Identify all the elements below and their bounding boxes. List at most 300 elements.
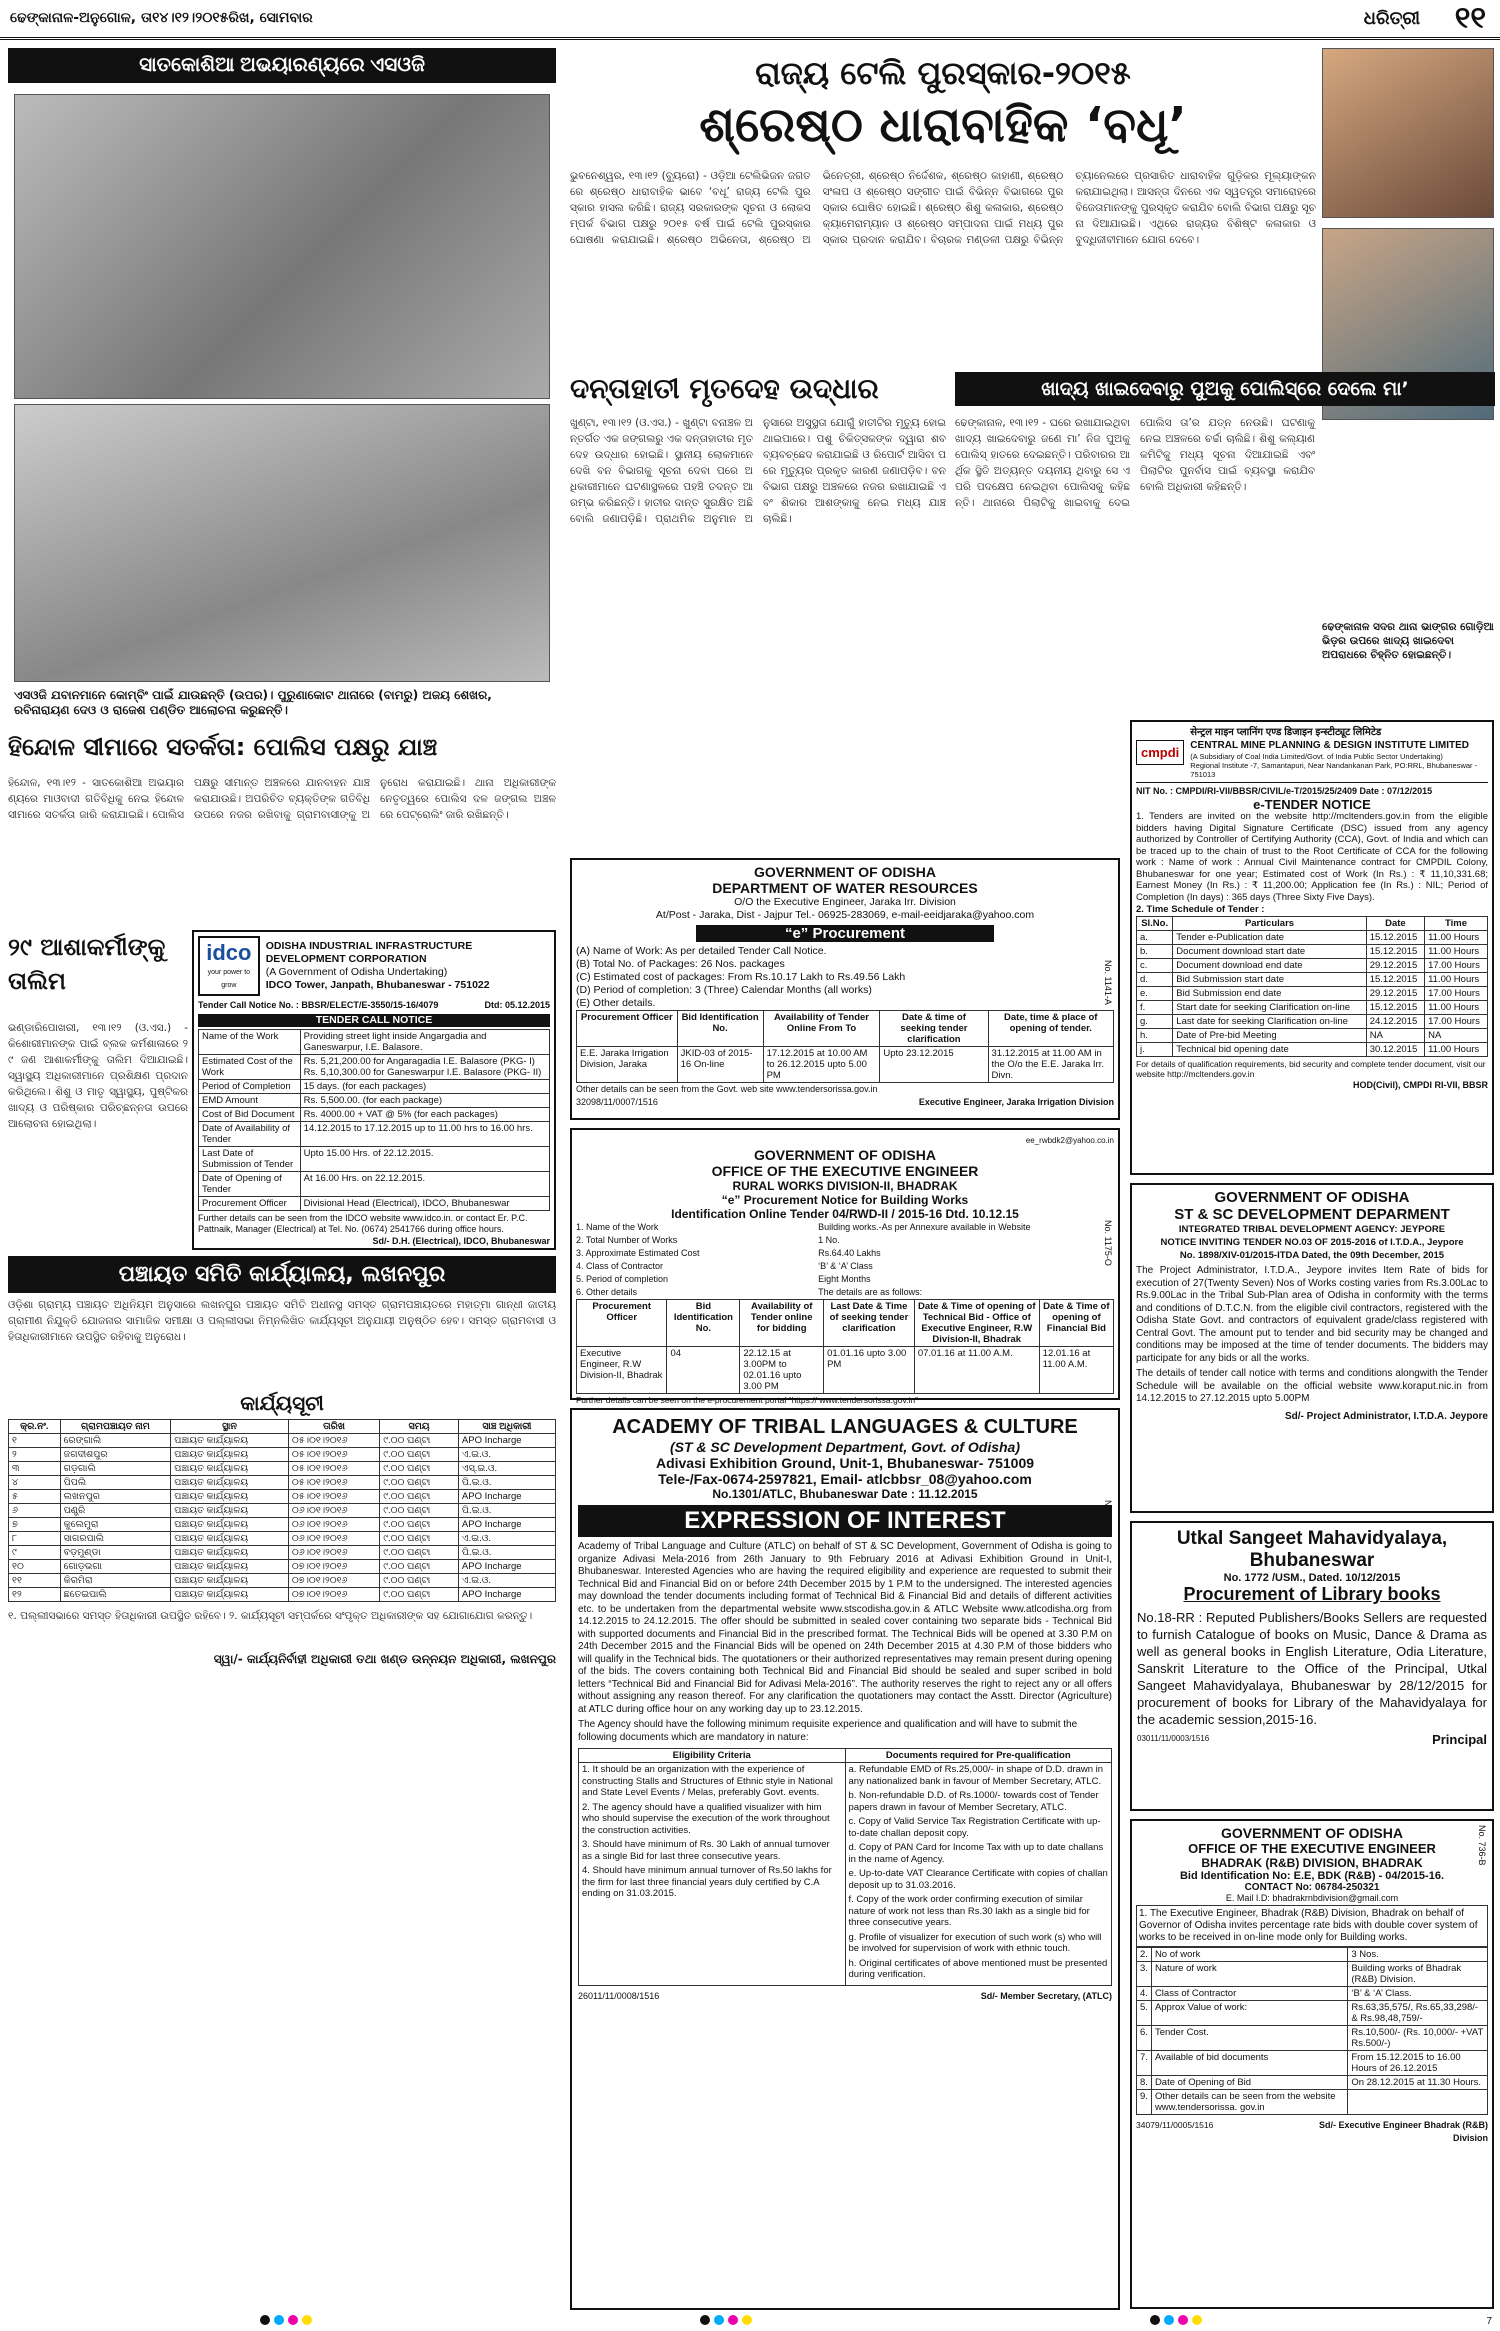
rural-div: RURAL WORKS DIVISION-II, BHADRAK [732, 1179, 958, 1193]
bhadrak-cell: ‘B’ & ‘A’ Class. [1348, 1987, 1488, 2001]
atlc-body2: The Agency should have the following minimum requisite experience and qualification and will have to submit the following documents which are mandatory in nature: [578, 1719, 1078, 1743]
panchayat-cell: ୪ [9, 1476, 61, 1490]
water-cell: 17.12.2015 at 10.00 AM to 26.12.2015 upto 5.00 PM [763, 1047, 880, 1083]
panchayat-cell: ଜଗଦୀଶପୁର [60, 1448, 171, 1462]
idco-row [199, 1197, 550, 1211]
cmpdi-row [1137, 931, 1488, 945]
itda-gov: GOVERNMENT OF ODISHA [1214, 1189, 1410, 1206]
cmpdi-cell: Technical bid opening date [1173, 1043, 1366, 1057]
panchayat-cell: ରେଙ୍ଗାଲି [60, 1434, 171, 1448]
cmpdi-header: Date [1366, 917, 1424, 931]
idco-logo: idco [206, 940, 252, 965]
bhadrak-cell: Building works of Bhadrak (R&B) Division. [1348, 1962, 1488, 1987]
cmpdi-cell: NA [1425, 1029, 1488, 1043]
panchayat-cell: ୧ [9, 1434, 61, 1448]
idco-address: IDCO Tower, Janpath, Bhubaneswar - 751022 [265, 979, 490, 991]
itda-dept: ST & SC DEVELOPMENT DEPARMENT [1174, 1206, 1450, 1223]
panchayat-cell: ପଞ୍ଚାୟତ କାର୍ଯ୍ୟାଳୟ [171, 1448, 289, 1462]
cmpdi-cell: Last date for seeking Clarification on-line [1173, 1015, 1366, 1029]
panchayat-cell: ପି.ଇ.ଓ. [458, 1476, 555, 1490]
panchayat-cell: ୯.୦୦ ଘଣ୍ଟା [380, 1518, 459, 1532]
bhadrak-row [1137, 1948, 1488, 1962]
atlc-document: d. Copy of PAN Card for Income Tax with up to date challans in the name of Agency. [848, 1842, 1104, 1865]
panchayat-cell: ଛତେଇପାଲି [60, 1588, 171, 1602]
idco-row [199, 1055, 550, 1080]
panchayat-header: ସାଞ୍ଚ ଅଧିକାରୀ [458, 1420, 555, 1434]
photo-police-meeting [14, 404, 550, 682]
panchayat-cell: ପଞ୍ଚାୟତ କାର୍ଯ୍ୟାଳୟ [171, 1546, 289, 1560]
cmpdi-cell: e. [1137, 987, 1173, 1001]
panchayat-cell: ୯.୦୦ ଘଣ୍ଟା [380, 1476, 459, 1490]
panchayat-cell: ୦୫।୦୧।୨୦୧୬ [288, 1476, 379, 1490]
water-header: Date, time & place of opening of tender. [988, 1011, 1113, 1047]
panchayat-header: ତାରିଖ [288, 1420, 379, 1434]
panchayat-cell: APO Incharge [458, 1560, 555, 1574]
rural-item-value: Rs.64.40 Lakhs [818, 1248, 881, 1258]
idco-cell: 14.12.2015 to 17.12.2015 up to 11.00 hrs to 16.00 hrs. [300, 1122, 549, 1147]
idco-cell: Period of Completion [199, 1080, 301, 1094]
itda-body2: The details of tender call notice with terms and conditions alongwith the Tender Schedule will be available on the official website www.koraput.nic.in from 14.12.2015 to 27.12.2015 upto 5.00PM [1136, 1368, 1488, 1404]
rural-item-value: Eight Months [818, 1274, 871, 1284]
panchayat-cell: ୧୦ [9, 1560, 61, 1574]
panchayat-cell: ପଣ୍ଡ୍ରି [60, 1504, 171, 1518]
panchayat-notice [8, 1256, 556, 2308]
panchayat-cell: ୯.୦୦ ଘଣ୍ଟା [380, 1588, 459, 1602]
idco-note: Further details can be seen from the IDCO website www.idco.in. or contact Er. P.C. Pattnaik, Manager (Electrical) at Tel. No. (0674) 2541766 during office hours. [198, 1213, 528, 1234]
panchayat-cell: ପଞ୍ଚାୟତ କାର୍ଯ୍ୟାଳୟ [171, 1560, 289, 1574]
atlc-criterion: 1. It should be an organization with the experience of constructing Stalls and Structures of Ethnic style in National and State Level Events / Melas, preferably Govt. events. [582, 1764, 833, 1798]
rural-header: Last Date & Time of seeking tender clarification [824, 1300, 915, 1347]
color-registration-left [260, 2315, 312, 2325]
panchayat-row [9, 1504, 556, 1518]
cmpdi-row [1137, 945, 1488, 959]
mother-caption: ଢେଙ୍କାନାଳ ସଦର ଥାନା ଭାଙ୍ଗର ଗୋଡ଼ିଆ ଭିଡ଼ର ଉପରେ ଖାଦ୍ୟ ଖାଇଦେବା ଅପରାଧରେ ଚିହ୍ନିତ ହୋଇଛନ୍ତି। [1322, 621, 1494, 661]
panchayat-cell: ପି.ଇ.ଓ. [458, 1504, 555, 1518]
panchayat-cell: ୦୫।୦୧।୨୦୧୬ [288, 1490, 379, 1504]
cmpdi-row [1137, 1043, 1488, 1057]
panchayat-cell: ୨ [9, 1448, 61, 1462]
rural-item [576, 1260, 1114, 1273]
award-body-text: ଭୁବନେଶ୍ୱର, ୧୩।୧୨ (ବ୍ୟୁରୋ) - ଓଡ଼ିଆ ଟେଲିଭିଜନ ଜଗତରେ ଶ୍ରେଷ୍ଠ ଧାରାବାହିକ ଭାବେ ‘ବଧୂ’ ରାଜ୍ୟ ଟେଲି ପୁରସ୍କାର ହାସଲ କରିଛି। ରାଜ୍ୟ ସରକାରଙ୍କ ସୂଚନା ଓ ଲୋକସମ୍ପର୍କ ବିଭାଗ ପକ୍ଷରୁ ୨୦୧୫ ବର୍ଷ ପାଇଁ ଟେଲି ପୁରସ୍କାର ଘୋଷଣା କରାଯାଇଛି। ଶ୍ରେଷ୍ଠ ଅଭିନେତା, ଶ୍ରେଷ୍ଠ ଅଭିନେତ୍ରୀ, ଶ୍ରେଷ୍ଠ ନିର୍ଦ୍ଦେଶକ, ଶ୍ରେଷ୍ଠ କାହାଣୀ, ଶ୍ରେଷ୍ଠ ସଂଳାପ ଓ ଶ୍ରେଷ୍ଠ ସଙ୍ଗୀତ ପାଇଁ ବିଭିନ୍ନ ବିଭାଗରେ ପୁରସ୍କାର ଘୋଷିତ ହୋଇଛି। ଶ୍ରେଷ୍ଠ ଶିଶୁ କଳାକାର, ଶ୍ରେଷ୍ଠ କ୍ୟାମେରାମ୍ୟାନ ଓ ଶ୍ରେଷ୍ଠ ସମ୍ପାଦନା ପାଇଁ ମଧ୍ୟ ପୁରସ୍କାର ପ୍ରଦାନ କରାଯିବ। ବିଚାରକ ମଣ୍ଡଳୀ ପକ୍ଷରୁ ବିଭିନ୍ନ ଚ୍ୟାନେଲରେ ପ୍ରସାରିତ ଧାରାବାହିକ ଗୁଡ଼ିକର ମୂଲ୍ୟାଙ୍କନ କରାଯାଇଥିଲା। ଆସନ୍ତା ଦିନରେ ଏକ ସ୍ୱତନ୍ତ୍ର ସମାରୋହରେ ବିଜେତାମାନଙ୍କୁ ପୁରସ୍କୃତ କରାଯିବ ବୋଲି ବିଭାଗ ପକ୍ଷରୁ ସୂଚନା ଦିଆଯାଇଛି। ଏଥିରେ ରାଜ୍ୟର ବିଶିଷ୍ଟ କଳାକାର ଓ ବୁଦ୍ଧିଜୀବୀମାନେ ଯୋଗ ଦେବେ। [570, 170, 1316, 246]
panchayat-cell: ପଞ୍ଚାୟତ କାର୍ଯ୍ୟାଳୟ [171, 1476, 289, 1490]
cmpdi-row [1137, 1015, 1488, 1029]
asha-headline-block [8, 930, 188, 1020]
panchayat-cell: ପଞ୍ଚାୟତ କାର୍ଯ୍ୟାଳୟ [171, 1588, 289, 1602]
photo-boy-1 [1322, 48, 1494, 218]
mother-body-text: ଢେଙ୍କାନାଳ, ୧୩।୧୨ - ଘରେ ରଖାଯାଇଥିବା ଖାଦ୍ୟ ଖାଇଦେବାରୁ ଜଣେ ମା’ ନିଜ ପୁଅକୁ ପୋଲିସ୍‌ ହାତରେ ଦେଇଛନ୍ତି। ପରିବାରର ଆର୍ଥିକ ସ୍ଥିତି ଅତ୍ୟନ୍ତ ଦୟନୀୟ ଥିବାରୁ ସେ ଏପରି ପଦକ୍ଷେପ ନେଇଥିବା ପୋଲିସକୁ କହିଛନ୍ତି। ଥାନାରେ ପିଲାଟିକୁ ଖାଇବାକୁ ଦେଇ ପୋଲିସ ତା’ର ଯତ୍ନ ନେଉଛି। ଘଟଣାକୁ ନେଇ ଅଞ୍ଚଳରେ ଚର୍ଚ୍ଚା ଚାଲିଛି। ଶିଶୁ କଲ୍ୟାଣ କମିଟିକୁ ମଧ୍ୟ ସୂଚନା ଦିଆଯାଇଛି ଏବଂ ପିଲାଟିର ପୁନର୍ବାସ ପାଇଁ ବ୍ୟବସ୍ଥା କରାଯିବ ବୋଲି ଅଧିକାରୀ କହିଛନ୍ତି। [955, 417, 1315, 509]
water-code: 32098/11/0007/1516 [576, 1097, 658, 1107]
idco-row [199, 1147, 550, 1172]
panchayat-cell: ପଞ୍ଚାୟତ କାର୍ଯ୍ୟାଳୟ [171, 1434, 289, 1448]
idco-table [198, 1029, 550, 1211]
panchayat-cell: ୯.୦୦ ଘଣ୍ଟା [380, 1532, 459, 1546]
itda-ref: No. 1898/XIV-01/2015-ITDA Dated, the 09th December, 2015 [1179, 1250, 1445, 1261]
panchayat-row [9, 1490, 556, 1504]
asha-body-text: ଭଣ୍ଡାରିପୋଖରୀ, ୧୩।୧୨ (ଓ.ଏସ.) - କିଶୋରୀମାନଙ୍କ ପାଇଁ ବ୍ଲକ କର୍ମଶାଳାରେ ୨୯ ଜଣ ଆଶାକର୍ମୀଙ୍କୁ ତାଲିମ ଦିଆଯାଇଛି। ସ୍ୱାସ୍ଥ୍ୟ ଅଧିକାରୀମାନେ ପ୍ରଶିକ୍ଷଣ ପ୍ରଦାନ କରିଥିଲେ। ଶିଶୁ ଓ ମାତୃ ସ୍ୱାସ୍ଥ୍ୟ, ପୁଷ୍ଟିକର ଖାଦ୍ୟ ଓ ପରିଷ୍କାର ପରିଚ୍ଛନ୍ନତା ଉପରେ ଆଲୋଚନା ହୋଇଥିଲା। [8, 1022, 188, 1130]
utkal-ref: No. 1772 /USM., Dated. 10/12/2015 [1223, 1572, 1401, 1584]
cmpdi-sign: HOD(Civil), CMPDI RI-VII, BBSR [1352, 1080, 1488, 1090]
water-cell: Upto 23.12.2015 [880, 1047, 988, 1083]
panchayat-cell: ୫ [9, 1490, 61, 1504]
panchayat-row [9, 1574, 556, 1588]
itda-body: The Project Administrator, I.T.D.A., Jeypore invites Item Rate of bids for execution of 27(Twenty Seven) Nos of Works costing varies from Rs.3.00Lac to Rs.9.00Lac in the Tribal Sub-Plan area of Odisha in conformity with the terms and conditions of D.T.C.N. from the eligible civil contractors, registered with the Odisha State Govt. and contractors of equivalent grade/class registered with Central Govt. The amount put to tender and bid security may be changed and conditions may be imposed at the time of tender documents. The bidders may participate for any bids or all the works. [1136, 1265, 1488, 1364]
water-item: (B) Total No. of Packages: 26 Nos. packages [576, 958, 785, 970]
cmpdi-row [1137, 1029, 1488, 1043]
cmpdi-title: e-TENDER NOTICE [1253, 797, 1371, 812]
bhadrak-intro: 1. The Executive Engineer, Bhadrak (R&B) Division, Bhadrak on behalf of Governor of Odisha invites percentage rate bids with double cover system of works to be received in on-line mode only for Building works. [1136, 1905, 1488, 1947]
panchayat-cell: ୮ [9, 1532, 61, 1546]
panchayat-cell: ସାଗରପାଲି [60, 1532, 171, 1546]
cmpdi-body: 1. Tenders are invited on the website http://mcltenders.gov.in from the eligible bidders having Digital Signature Certificate (DSC) issued from any agency authorized by Controller of Certifying Authority (CCA), Govt. of India and which can be traced up to the chain of trust to the Root Certificate of CCA for the following work : Name of work : Annual Civil Maintenance contract for CMPDIL Colony, Bhubaneswar for one year; Estimated cost of Work (In Rs.) : ₹ 11,10,331.68; Earnest Money (In Rs.) : ₹ 11,200.00; Application fee (In Rs.) : NIL; Period of Completion (In days) : 365 days (Three Sixty Five Days). [1136, 811, 1488, 903]
utkal-headline: Procurement of Library books [1183, 1584, 1441, 1604]
bhadrak-notice [1130, 1819, 1494, 2309]
bhadrak-row [1137, 2026, 1488, 2051]
panchayat-row [9, 1518, 556, 1532]
atlc-sign: Sd/- Member Secretary, (ATLC) [980, 1990, 1112, 2001]
cmpdi-cell: 11.00 Hours [1425, 1001, 1488, 1015]
bhadrak-cell: 4. [1137, 1987, 1152, 2001]
cmpdi-cell: 17.00 Hours [1425, 959, 1488, 973]
bhadrak-contact: CONTACT No: 06784-250321 [1244, 1882, 1380, 1893]
panchayat-table [8, 1419, 556, 1602]
cmpdi-cell: 29.12.2015 [1366, 959, 1424, 973]
cmpdi-cell: a. [1137, 931, 1173, 945]
water-resources-notice [570, 858, 1120, 1120]
itda-notice [1130, 1183, 1494, 1513]
rural-cell: 12.01.16 at 11.00 A.M. [1039, 1347, 1113, 1394]
rural-cell: Executive Engineer, R.W Division-II, Bhadrak [577, 1347, 667, 1394]
panchayat-subhead: କାର୍ଯ୍ୟସୂଚୀ [240, 1391, 324, 1415]
idco-cell: Date of Opening of Tender [199, 1172, 301, 1197]
panchayat-row [9, 1546, 556, 1560]
panchayat-cell: ୯.୦୦ ଘଣ୍ଟା [380, 1434, 459, 1448]
rural-office: OFFICE OF THE EXECUTIVE ENGINEER [711, 1163, 979, 1179]
satkosia-caption: ଏସଓଜି ଯବାନମାନେ କୋମ୍ବିଂ ପାଇଁ ଯାଉଛନ୍ତି (ଉପର)। ପୁରୁଣାକୋଟ ଥାନାରେ (ବାମରୁ) ଅଜୟ ଶେଖର, ରବିନାରାୟଣ ଦେଓ ଓ ରାଜେଶ ପଣ୍ଡିତ ଆଲୋଚନା କରୁଛନ୍ତି। [14, 688, 492, 717]
asha-headline: ୨୯ ଆଶାକର୍ମୀଙ୍କୁ ତାଲିମ [8, 933, 166, 995]
cmpdi-row [1137, 987, 1488, 1001]
atlc-ref-no: No.1301/ATLC, Bhubaneswar Date : 11.12.2015 [712, 1487, 978, 1501]
bhadrak-cell: Available of bid documents [1151, 2051, 1347, 2076]
water-header: Date & time of seeking tender clarification [880, 1011, 988, 1047]
bhadrak-code: 34079/11/0005/1516 [1136, 2120, 1214, 2130]
idco-cell: Divisional Head (Electrical), IDCO, Bhubaneswar [300, 1197, 549, 1211]
bhadrak-cell: Approx Value of work: [1151, 2001, 1347, 2026]
cmpdi-cell: Start date for seeking Clarification on-line [1173, 1001, 1366, 1015]
panchayat-cell: ୦୬।୦୧।୨୦୧୬ [288, 1518, 379, 1532]
cmpdi-cell: 15.12.2015 [1366, 973, 1424, 987]
panchayat-cell: ଏ.ଇ.ଓ. [458, 1574, 555, 1588]
bhadrak-bid: Bid Identification No: E.E, BDK (R&B) - 04/2015-16. [1179, 1870, 1445, 1882]
bhadrak-div: BHADRAK (R&B) DIVISION, BHADRAK [1201, 1856, 1423, 1870]
cmpdi-header: Time [1425, 917, 1488, 931]
rural-header: Date & Time of opening of Financial Bid [1039, 1300, 1113, 1347]
brand-name: ଧରିତ୍ରୀ [1363, 8, 1420, 29]
cmpdi-sub: (A Subsidiary of Coal India Limited/Govt. of India Public Sector Undertaking) [1190, 752, 1443, 761]
idco-cell: Procurement Officer [199, 1197, 301, 1211]
cmpdi-cell: 29.12.2015 [1366, 987, 1424, 1001]
atlc-criterion: 4. Should have minimum annual turnover of Rs.50 lakhs for the firm for last three financial years duly certified by C.A ending on 31.03.2015. [582, 1865, 832, 1899]
atlc-document: c. Copy of Valid Service Tax Registration Certificate with up-to-date challan deposit copy. [848, 1816, 1101, 1839]
rural-works-notice [570, 1128, 1120, 1405]
atlc-document: f. Copy of the work order confirming execution of similar nature of work not less than Rs.30 lakh as a single bid for three consecutive years. [848, 1894, 1090, 1928]
bhadrak-office: OFFICE OF THE EXECUTIVE ENGINEER [1188, 1841, 1436, 1856]
cmpdi-cell: Bid Submission end date [1173, 987, 1366, 1001]
hindol-headline: ହିନ୍ଦୋଳ ସୀମାରେ ସତର୍କତା: ପୋଲିସ ପକ୍ଷରୁ ଯାଞ୍ଚ [8, 733, 438, 761]
rural-note: Further details can be seen on the e-procurement portal “https:// www.tendersorissa.gov.in” [576, 1395, 918, 1405]
panchayat-cell: ପି.ଇ.ଓ. [458, 1546, 555, 1560]
panchayat-cell: ୦୬।୦୧।୨୦୧୬ [288, 1504, 379, 1518]
idco-row [199, 1030, 550, 1055]
water-item: (C) Estimated cost of packages: From Rs.10.17 Lakh to Rs.49.56 Lakh [576, 971, 906, 983]
water-item: (E) Other details. [576, 997, 656, 1009]
bhadrak-cell: 3 Nos. [1348, 1948, 1488, 1962]
rural-item [576, 1247, 1114, 1260]
cmpdi-table [1136, 916, 1488, 1057]
rural-item [576, 1273, 1114, 1286]
elephant-headline: ଦନ୍ତାହାତୀ ମୃତଦେହ ଉଦ୍ଧାର [570, 372, 879, 405]
cmpdi-row [1137, 959, 1488, 973]
panchayat-cell: ପଞ୍ଚାୟତ କାର୍ଯ୍ୟାଳୟ [171, 1462, 289, 1476]
atlc-criterion: 3. Should have minimum of Rs. 30 Lakh of annual turnover as a single Bid for last three consecutive years. [582, 1839, 830, 1862]
panchayat-cell: ୦୭।୦୧।୨୦୧୬ [288, 1588, 379, 1602]
hindol-body-text: ହିନ୍ଦୋଳ, ୧୩।୧୨ - ସାତକୋଶିଆ ଅଭୟାରଣ୍ୟରେ ମାଓବାଦୀ ଗତିବିଧିକୁ ନେଇ ହିନ୍ଦୋଳ ସୀମାରେ ସତର୍କତା ଜାରି କରାଯାଇଛି। ପୋଲିସ ପକ୍ଷରୁ ସୀମାନ୍ତ ଅଞ୍ଚଳରେ ଯାନବାହନ ଯାଞ୍ଚ କରାଯାଉଛି। ଅପରିଚିତ ବ୍ୟକ୍ତିଙ୍କ ଗତିବିଧି ଉପରେ ନଜର ରଖିବାକୁ ଗ୍ରାମବାସୀଙ୍କୁ ଅନୁରୋଧ କରାଯାଇଛି। ଥାନା ଅଧିକାରୀଙ୍କ ନେତୃତ୍ୱରେ ପୋଲିସ ଦଳ ଜଙ୍ଗଲ ଅଞ୍ଚଳରେ ପେଟ୍ରୋଲିଂ ଜାରି ରଖିଛନ୍ତି। [8, 777, 556, 821]
cmpdi-cell: c. [1137, 959, 1173, 973]
panchayat-cell: ଏସ୍.ଇ.ଓ. [458, 1462, 555, 1476]
panchayat-cell: ପଞ୍ଚାୟତ କାର୍ଯ୍ୟାଳୟ [171, 1504, 289, 1518]
panchayat-cell: ୦୬।୦୧।୨୦୧୬ [288, 1532, 379, 1546]
cmpdi-cell: 11.00 Hours [1425, 973, 1488, 987]
atlc-criterion: 2. The agency should have a qualified visualizer with him who should supervise the execution of the work throughout the construction activities. [582, 1801, 830, 1836]
rural-email: ee_rwbdk2@yahoo.co.in [1025, 1136, 1114, 1145]
atlc-document: a. Refundable EMD of Rs.25,000/- in shape of D.D. drawn in any nationalized bank in favour of Member Secretary, ATLC. [848, 1764, 1104, 1787]
cmpdi-inst: Regional Institute -7, Samantapuri, Near Nandankanan Park, PO:RRL, Bhubaneswar - 751013 [1190, 761, 1478, 779]
bhadrak-cell: Date of Opening of Bid [1151, 2076, 1347, 2090]
panchayat-cell: APO Incharge [458, 1434, 555, 1448]
cmpdi-hindi: सेन्ट्रल माइन प्लानिंग एण्ड डिजाइन इन्स्टीट्यूट लिमिटेड [1190, 727, 1382, 738]
atlc-title: ACADEMY OF TRIBAL LANGUAGES & CULTURE [612, 1416, 1078, 1438]
idco-cell: Cost of Bid Document [199, 1108, 301, 1122]
bhadrak-cell: From 15.12.2015 to 16.00 Hours of 26.12.2015 [1348, 2051, 1488, 2076]
atlc-document: e. Up-to-date VAT Clearance Certificate with copies of challan deposit up to 31.03.2016. [848, 1868, 1108, 1891]
cmpdi-cell: 15.12.2015 [1366, 945, 1424, 959]
cmpdi-cell: Date of Pre-bid Meeting [1173, 1029, 1366, 1043]
rural-title: “e” Procurement Notice for Building Works [721, 1193, 969, 1207]
panchayat-cell: ୯.୦୦ ଘଣ୍ଟା [380, 1560, 459, 1574]
rural-item-value: 1 No. [818, 1235, 840, 1245]
panchayat-header: ସମୟ [380, 1420, 459, 1434]
panchayat-row [9, 1462, 556, 1476]
cmpdi-cell: j. [1137, 1043, 1173, 1057]
bhadrak-cell: 8. [1137, 2076, 1152, 2090]
panchayat-cell: APO Incharge [458, 1518, 555, 1532]
cmpdi-sched: 2. Time Schedule of Tender : [1136, 904, 1265, 915]
utkal-body: No.18-RR : Reputed Publishers/Books Sellers are requested to furnish Catalogue of books on Music, Dance & Drama as well as general books in English Literature, Odia Literature, Sanskrit Literature to the Office of the Principal, Utkal Sangeet Mahavidyalaya, Bhubaneswar by 28/12/2015 for procurement of books for Library of the Mahavidyalaya for the academic session,2015-16. [1137, 1610, 1487, 1727]
idco-row [199, 1094, 550, 1108]
atlc-eoi: EXPRESSION OF INTEREST [578, 1505, 1112, 1537]
panchayat-cell: ୦୫।୦୧।୨୦୧୬ [288, 1462, 379, 1476]
idco-row [199, 1108, 550, 1122]
rural-table [576, 1299, 1114, 1394]
cmpdi-cell: 24.12.2015 [1366, 1015, 1424, 1029]
rural-cell: 04 [667, 1347, 740, 1394]
idco-row [199, 1122, 550, 1147]
cmpdi-row [1137, 1001, 1488, 1015]
cmpdi-row [1137, 973, 1488, 987]
panchayat-cell: APO Incharge [458, 1588, 555, 1602]
panchayat-cell: ଗଡ଼ଗାଲି [60, 1462, 171, 1476]
rural-item-value: ‘B’ & ‘A’ Class [818, 1261, 873, 1271]
atlc-document: b. Non-refundable D.D. of Rs.1000/- towards cost of Tender papers drawn in favour of Member Secretary, ATLC. [848, 1790, 1099, 1813]
panchayat-cell: ବଡ଼ମୁଣ୍ଡା [60, 1546, 171, 1560]
bhadrak-row [1137, 2001, 1488, 2026]
cmpdi-cell: 15.12.2015 [1366, 931, 1424, 945]
bhadrak-cell: On 28.12.2015 at 11.30 Hours. [1348, 2076, 1488, 2090]
photo-soldiers-patrol [14, 94, 550, 399]
rural-item-label: 6. Other details [576, 1287, 638, 1297]
bhadrak-cell: No of work [1151, 1948, 1347, 1962]
panchayat-cell: ୦୭।୦୧।୨୦୧୬ [288, 1574, 379, 1588]
panchayat-cell: ୯ [9, 1546, 61, 1560]
utkal-sign: Principal [1432, 1732, 1487, 1747]
rural-item [576, 1286, 1114, 1299]
panchayat-cell: ଲଖନପୁର [60, 1490, 171, 1504]
cmpdi-cell: 15.12.2015 [1366, 1001, 1424, 1015]
bhadrak-cell: 3. [1137, 1962, 1152, 1987]
color-registration-mid [700, 2315, 752, 2325]
atlc-body: Academy of Tribal Language and Culture (ATLC) on behalf of ST & SC Development, Government of Odisha is going to organize Adivasi Mela-2016 from 26th January to 9th February 2016 at Adivasi Exhibition Ground in Unit-I, Bhubaneswar. Interested Agencies who are having the required eligibility and experience are requested to submit their Technical Bid and Financial Bid on or before 24th December 2015 by 1 P.M to the undersigned. The interested agencies may download the tender documents including format of Technical Bid & Financial Bid and details of different activities etc. to be undertaken from the departmental website www.stscodisha.gov.in & ATLC Website www.atlcodisha.org from 14.12.2015 to 24.12.2015. The offer should be submitted in sealed cover containing two separate bids - Technical Bid with supported documents and Financial Bid in the prescribed format. The Technical Bids will be opened at 3.30 P.M on 24th December 2015 and the Financial Bids will be opened on 24th December 2015 at 4.30 P.M of those bidders who will qualify in the Technical bids. The quotationers or their authorized representatives may remain present during opening of the bids. The covers containing both Technical Bid and Financial Bid should be sealed and super scribed in bold letters “Technical Bid and Financial Bid for Adivasi Mela-2016”. The authority reserves the right to reject any or all offers without assigning any reason thereof. For any clarification the quotationers may contact the Asstt. Director (Agriculture) at ATLC during office hour on any working day up to 23.12.2015. [578, 1541, 1112, 1715]
rural-header: Availability of Tender online for bidding [740, 1300, 824, 1347]
utkal-notice [1130, 1521, 1494, 1811]
idco-cell: Rs. 4000.00 + VAT @ 5% (for each packages) [300, 1108, 549, 1122]
panchayat-row [9, 1448, 556, 1462]
panchayat-cell: ୯.୦୦ ଘଣ୍ଟା [380, 1462, 459, 1476]
hindol-headline-block [8, 733, 556, 773]
bhadrak-cell: 6. [1137, 2026, 1152, 2051]
cmpdi-cell: 11.00 Hours [1425, 931, 1488, 945]
itda-agency: INTEGRATED TRIBAL DEVELOPMENT AGENCY: JEYPORE [1178, 1224, 1446, 1235]
cmpdi-name: CENTRAL MINE PLANNING & DESIGN INSTITUTE LIMITED [1190, 740, 1470, 751]
idco-cell: Rs. 5,21,200.00 for Angaragadia I.E. Balasore (PKG- I) Rs. 5,10,300.00 for Ganeswarpur I.E. Balasore (PKG- II) [300, 1055, 549, 1080]
atlc-tel: Tele-/Fax-0674-2597821, Email- atlcbbsr_08@yahoo.com [658, 1471, 1032, 1487]
panchayat-footer: ସ୍ୱା/- କାର୍ଯ୍ୟନିର୍ବାହୀ ଅଧିକାରୀ ତଥା ଖଣ୍ଡ ଉନ୍ନୟନ ଅଧିକାରୀ, ଲଖନପୁର [213, 1652, 556, 1666]
panchayat-notes: ୧. ପଲ୍ଲୀସଭାରେ ସମସ୍ତ ହିତାଧିକାରୀ ଉପସ୍ଥିତ ରହିବେ। ୨. କାର୍ଯ୍ୟସୂଚୀ ସମ୍ପର୍କରେ ସଂପୃକ୍ତ ଅଧିକାରୀଙ୍କ ସହ ଯୋଗାଯୋଗ କରନ୍ତୁ। [8, 1610, 533, 1622]
panchayat-cell: ୦୫।୦୧।୨୦୧୬ [288, 1448, 379, 1462]
panchayat-row [9, 1560, 556, 1574]
atlc-criteria-table [578, 1748, 1112, 1986]
panchayat-cell: ୧୧ [9, 1574, 61, 1588]
bhadrak-row [1137, 2051, 1488, 2076]
panchayat-cell: ୦୭।୦୧।୨୦୧୬ [288, 1560, 379, 1574]
cmpdi-header: Particulars [1173, 917, 1366, 931]
rural-cell: 01.01.16 upto 3.00 PM [824, 1347, 915, 1394]
rural-item [576, 1234, 1114, 1247]
rural-side: No. 1175-O [1103, 1220, 1113, 1266]
color-registration-right [1150, 2315, 1202, 2325]
panchayat-cell: ପଞ୍ଚାୟତ କାର୍ଯ୍ୟାଳୟ [171, 1574, 289, 1588]
panchayat-cell: ୯.୦୦ ଘଣ୍ଟା [380, 1490, 459, 1504]
satkosia-headline: ସାତକୋଶିଆ ଅଭୟାରଣ୍ୟରେ ଏସଓଜି [8, 48, 556, 83]
panchayat-cell: ୩ [9, 1462, 61, 1476]
bhadrak-cell: Rs.63,35,575/, Rs.65,33,298/- & Rs.98,48,759/- [1348, 2001, 1488, 2026]
water-address: At/Post - Jaraka, Dist - Jajpur Tel.- 06925-283069, e-mail-eeidjaraka@yahoo.com [655, 909, 1035, 921]
idco-cell: Providing street light inside Angargadia and Ganeswarpur, I.E. Balasore. [300, 1030, 549, 1055]
idco-cell: Name of the Work [199, 1030, 301, 1055]
page-header [0, 0, 1500, 40]
panchayat-row [9, 1434, 556, 1448]
atlc-address: Adivasi Exhibition Ground, Unit-1, Bhubaneswar- 751009 [655, 1455, 1035, 1471]
award-headline-block [570, 48, 1316, 183]
panchayat-row [9, 1588, 556, 1602]
itda-sign: Sd/- Project Administrator, I.T.D.A. Jeypore [1284, 1410, 1488, 1422]
mother-headline-block [955, 372, 1495, 412]
water-header: Bid Identification No. [677, 1011, 763, 1047]
panchayat-row [9, 1476, 556, 1490]
water-office: O/O the Executive Engineer, Jaraka Irr. Division [734, 896, 956, 908]
bhadrak-cell: 5. [1137, 2001, 1152, 2026]
rural-item-label: 1. Name of the Work [576, 1222, 659, 1232]
cmpdi-nit: NIT No. : CMPDI/RI-VII/BBSR/CIVIL/e-T/2015/25/2409 Date : 07/12/2015 [1136, 786, 1433, 796]
panchayat-cell: ଏ.ଇ.ଓ. [458, 1448, 555, 1462]
print-number: 7 [1486, 2316, 1492, 2327]
dateline: ଢେଙ୍କାନାଳ-ଅନୁଗୋଳ, ତା୧୪।୧୨।୨୦୧୫ରିଖ, ସୋମବାର [10, 10, 313, 26]
idco-title: TENDER CALL NOTICE [198, 1014, 550, 1027]
rural-item-value: The details are as follows: [818, 1287, 923, 1297]
cmpdi-cell: b. [1137, 945, 1173, 959]
water-gov: GOVERNMENT OF ODISHA [753, 864, 936, 880]
cmpdi-cell: NA [1366, 1029, 1424, 1043]
cmpdi-cell: 11.00 Hours [1425, 1043, 1488, 1057]
cmpdi-cell: 30.12.2015 [1366, 1043, 1424, 1057]
idco-cell: Date of Availability of Tender [199, 1122, 301, 1147]
water-sign: Executive Engineer, Jaraka Irrigation Division [918, 1097, 1114, 1107]
water-item: (D) Period of completion: 3 (Three) Calendar Months (all works) [576, 984, 872, 996]
panchayat-cell: ୯.୦୦ ଘଣ୍ଟା [380, 1574, 459, 1588]
elephant-body-text: ଖୁଣ୍ଟା, ୧୩।୧୨ (ଓ.ଏସ.) - ଖୁଣ୍ଟା ବନାଞ୍ଚଳ ଅନ୍ତର୍ଗତ ଏକ ଜଙ୍ଗଲରୁ ଏକ ଦନ୍ତାହାତୀର ମୃତଦେହ ଉଦ୍ଧାର ହୋଇଛି। ସ୍ଥାନୀୟ ଲୋକମାନେ ଦେଖି ବନ ବିଭାଗକୁ ସୂଚନା ଦେବା ପରେ ଅଧିକାରୀମାନେ ଘଟଣାସ୍ଥଳରେ ପହଞ୍ଚି ତଦନ୍ତ ଆରମ୍ଭ କରିଛନ୍ତି। ହାତୀର ଦାନ୍ତ ସୁରକ୍ଷିତ ଅଛି ବୋଲି ଜଣାପଡ଼ିଛି। ପ୍ରାଥମିକ ଅନୁମାନ ଅନୁସାରେ ଅସୁସ୍ଥତା ଯୋଗୁଁ ହାତୀଟିର ମୃତ୍ୟୁ ହୋଇଥାଇପାରେ। ପଶୁ ଚିକିତ୍ସକଙ୍କ ଦ୍ୱାରା ଶବ ବ୍ୟବଚ୍ଛେଦ କରାଯାଇଛି ଓ ରିପୋର୍ଟ ଆସିବା ପରେ ମୃତ୍ୟୁର ପ୍ରକୃତ କାରଣ ଜଣାପଡ଼ିବ। ବନ ବିଭାଗ ପକ୍ଷରୁ ଅଞ୍ଚଳରେ ନଜର ରଖାଯାଇଛି ଏବଂ ଶିକାର ଆଶଙ୍କାକୁ ନେଇ ମଧ୍ୟ ଯାଞ୍ଚ ଚାଲିଛି। [570, 417, 946, 525]
water-items [576, 945, 1114, 1010]
panchayat-cell: ୯.୦୦ ଘଣ୍ଟା [380, 1448, 459, 1462]
rural-item-label: 5. Period of completion [576, 1274, 669, 1284]
bhadrak-cell: 9. [1137, 2090, 1152, 2115]
panchayat-cell: ୧୨ [9, 1588, 61, 1602]
panchayat-cell: ପଞ୍ଚାୟତ କାର୍ଯ୍ୟାଳୟ [171, 1518, 289, 1532]
atlc-document: g. Profile of visualizer for execution of such work (s) who will be involved for supervision of work with ethnic touch. [848, 1931, 1102, 1954]
panchayat-cell: ୯.୦୦ ଘଣ୍ଟା [380, 1504, 459, 1518]
bhadrak-gov: GOVERNMENT OF ODISHA [1220, 1825, 1403, 1841]
rural-item [576, 1221, 1114, 1234]
water-title: “e” Procurement [696, 925, 994, 942]
bhadrak-row [1137, 2076, 1488, 2090]
atlc-code: 26011/11/0008/1516 [578, 1990, 660, 2001]
elephant-headline-block [570, 372, 946, 412]
cmpdi-cell: Document download start date [1173, 945, 1366, 959]
atlc-crit-head: Eligibility Criteria [579, 1749, 846, 1763]
water-item: (A) Name of Work: As per detailed Tender Call Notice. [576, 945, 827, 957]
cmpdi-cell: h. [1137, 1029, 1173, 1043]
rural-header: Date & Time of opening of Technical Bid - Office of Executive Engineer, R.W Division-II, Bhadrak [914, 1300, 1039, 1347]
panchayat-cell: ଏ.ଇ.ଓ. [458, 1532, 555, 1546]
bhadrak-sign: Sd/- Executive Engineer Bhadrak (R&B) Division [1318, 2120, 1488, 2143]
bhadrak-cell: Nature of work [1151, 1962, 1347, 1987]
idco-cell: Upto 15.00 Hrs. of 22.12.2015. [300, 1147, 549, 1172]
idco-notice-no: Tender Call Notice No. : BBSR/ELECT/E-3550/15-16/4079 [198, 1000, 439, 1010]
water-cell: 31.12.2015 at 11.00 AM in the O/o the E.E. Jaraka Irr. Divn. [988, 1047, 1113, 1083]
rural-cell: 22.12.15 at 3.00PM to 02.01.16 upto 3.00 PM [740, 1347, 824, 1394]
bhadrak-email: E. Mail I.D: bhadrakrnbdivision@gmail.com [1225, 1893, 1399, 1903]
page-number: ୧୧ [1454, 2, 1486, 35]
panchayat-header: ଗ୍ରାମପଞ୍ଚାୟତ ନାମ [60, 1420, 171, 1434]
panchayat-cell: କୁଲେମୁରା [60, 1518, 171, 1532]
panchayat-header: ସ୍ଥାନ [171, 1420, 289, 1434]
